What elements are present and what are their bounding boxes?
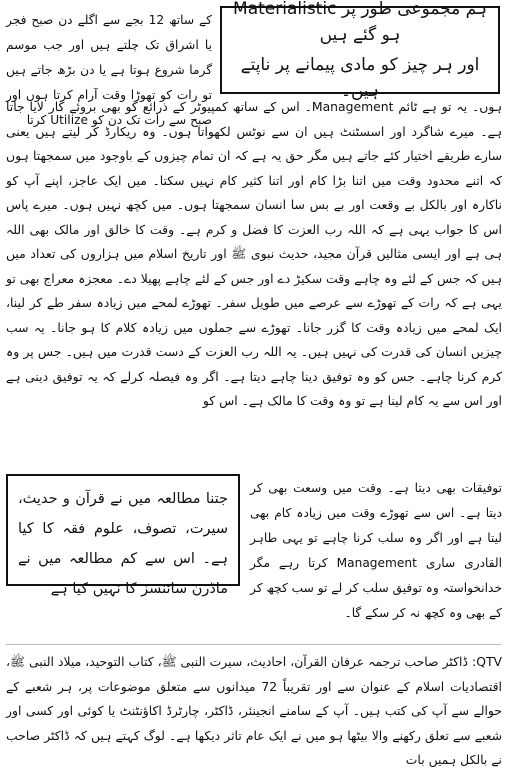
side-column-top-text: کے ساتھ 12 بجے سے اگلے دن صبح فجر یا اشراق تک چلتے ہیں اور جب موسم گرما شروع ہوتا ہے یا دن بڑھ جاتے ہیں تو رات کو تھوڑا وقت آرام کرتا ہوں اور صبح سے رات تک دن کو Utilize کرتا	[6, 13, 212, 127]
pull-quote-mid-text: جتنا مطالعہ میں نے قرآن و حدیث، سیرت، تصوف، علوم فقہ کا کیا ہے۔ اس سے کم مطالعہ میں نے ماڈرن سائنسز کا نہیں کیا ہے	[18, 491, 228, 597]
section-divider	[6, 644, 502, 645]
body-tail	[6, 650, 502, 773]
body-main	[6, 95, 502, 414]
side-column-mid-text: توفیقات بھی دیتا ہے۔ وقت میں وسعت بھی کر دیتا ہے۔ اس سے تھوڑے وقت میں زیادہ کام بھی لیتا ہے اور اگر وہ سلب کرنا چاہے تو یہی طاہر القادری ساری Management کرتا رہے مگر خدانخواستہ وہ توفیق سلب کر لے تو سب کچھ کر کے بھی وہ کچھ نہ کر سکے گا۔	[250, 481, 502, 620]
pull-quote-top-line1: ہم مجموعی طور پر Materialistic ہو گئے ہیں	[233, 0, 487, 45]
body-tail-text: QTV: ڈاکٹر صاحب ترجمہ عرفان القرآن، احادیث، سیرت النبی ﷺ، کتاب التوحید، میلاد النبی ﷺ، اقتصادیات اسلام کے عنوان سے اور تقریباً 72 میدانوں سے متعلق موضوعات پر، ہر شعبے کے حوالے سے آپ کی کتب ہیں۔ آپ کے سامنے انجینئر، ڈاکٹر، چارٹرڈ اکاؤنٹنٹ یا کوئی اور کسی اور شعبے سے تعلق رکھنے والا بیٹھا ہو میں نے ایک عام تاثر دیکھا ہے۔ لوگ کہتے ہیں کہ ڈاکٹر صاحب نے بالکل ہمیں بات	[6, 654, 502, 767]
pull-quote-mid	[6, 474, 240, 597]
pull-quote-top-line2: اور ہر چیز کو مادی پیمانے پر ناپتے ہیں۔	[240, 55, 480, 101]
body-main-text: ہوں۔ یہ تو ہے ٹائم Management۔ اس کے ساتھ کمپیوٹر کے ذرائع کو بھی بروئے کار لایا جاتا ہے۔ میرے شاگرد اور اسسٹنٹ ہیں ان سے نوٹس لکھواتا ہوں۔ وہ ریکارڈ کر لیتے ہیں یعنی سارے طریقے اختیار کئے جاتے ہیں مگر حق یہ ہے کہ ان تمام چیزوں کے باوجود میں سمجھتا ہوں کہ اتنے محدود وقت میں اتنا بڑا کام اور اتنا کثیر کام نہیں سکتا۔ میں ایک عاجز، اپنے آپ کو ناکارہ اور بالکل بے وقعت اور بے بس سا انسان سمجھتا ہوں۔ میں کچھ نہیں ہوں۔ میرے پاس اس کا جواب یہی ہے کہ اللہ رب العزت کا فضل و کرم ہے۔ وقت کا خالق اور مالک بھی اللہ ہی ہے اور ایسی مثالیں قرآن مجید، حدیث نبوی ﷺ اور تاریخ اسلام میں ہزاروں کی تعداد میں ہیں کہ جس کے لئے وہ چاہے وقت سکیڑ دے اور جس کے لئے چاہے پھیلا دے۔ معجزہ معراج بھی تو یہی ہے کہ رات کے تھوڑے سے عرصے میں طویل سفر۔ تھوڑے لمحے میں زیادہ سفر طے کر لینا، ایک لمحے میں زیادہ وقت کا گزر جانا۔ تھوڑے سے جملوں میں زیادہ کلام کا ہو جانا۔ یہ سب چیزیں انسان کی قدرت کی نہیں ہیں۔ یہ اللہ رب العزت کے دست قدرت میں ہیں۔ جس پر وہ کرم کرنا چاہے۔ جس کو وہ توفیق دینا چاہے دیتا ہے۔ اگر وہ فیصلہ کرلے کہ یہ توفیق دینی ہے اور اس سے یہ کام لینا ہے تو وہ وقت کا مالک ہے۔ اس کو	[6, 99, 502, 408]
side-column-mid	[250, 476, 502, 626]
pull-quote-top	[220, 0, 500, 101]
